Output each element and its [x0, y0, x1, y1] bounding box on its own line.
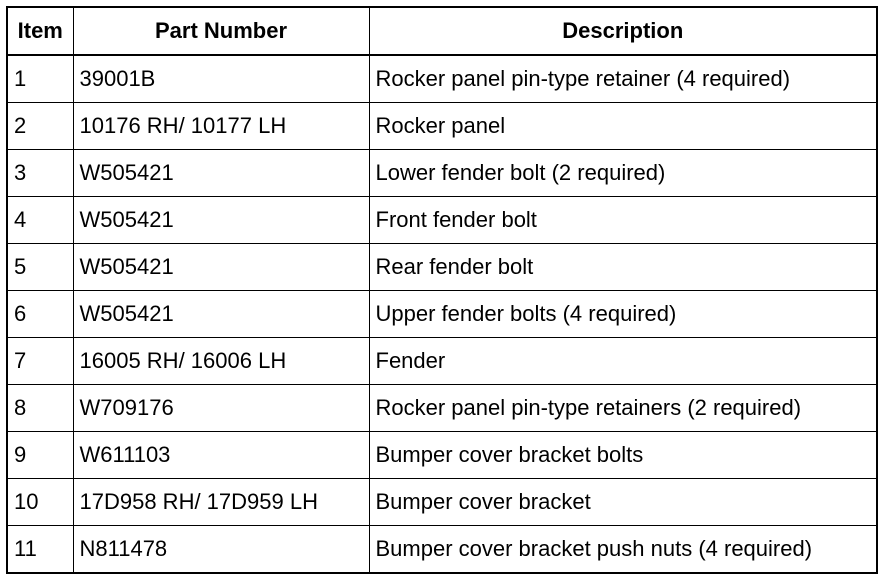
- cell-item: 2: [7, 103, 73, 150]
- table-row: [7, 244, 877, 291]
- cell-part-number: W505421: [73, 244, 369, 291]
- table-row: [7, 291, 877, 338]
- table-row: [7, 103, 877, 150]
- cell-description: Bumper cover bracket bolts: [369, 432, 877, 479]
- cell-description: Rocker panel pin-type retainer (4 required): [369, 55, 877, 103]
- cell-part-number: 39001B: [73, 55, 369, 103]
- cell-item: 4: [7, 197, 73, 244]
- header-item: Item: [7, 7, 73, 55]
- cell-item: 1: [7, 55, 73, 103]
- parts-table-header: [7, 7, 877, 55]
- table-row: [7, 526, 877, 574]
- cell-item: 6: [7, 291, 73, 338]
- cell-part-number: W709176: [73, 385, 369, 432]
- cell-description: Rocker panel: [369, 103, 877, 150]
- table-row: [7, 55, 877, 103]
- table-row: [7, 197, 877, 244]
- header-part-number: Part Number: [73, 7, 369, 55]
- cell-part-number: N811478: [73, 526, 369, 574]
- cell-item: 3: [7, 150, 73, 197]
- cell-part-number: W505421: [73, 150, 369, 197]
- cell-item: 10: [7, 479, 73, 526]
- header-description: Description: [369, 7, 877, 55]
- header-row: [7, 7, 877, 55]
- cell-description: Bumper cover bracket: [369, 479, 877, 526]
- cell-part-number: 16005 RH/ 16006 LH: [73, 338, 369, 385]
- cell-description: Rear fender bolt: [369, 244, 877, 291]
- cell-description: Lower fender bolt (2 required): [369, 150, 877, 197]
- cell-part-number: W505421: [73, 291, 369, 338]
- table-row: [7, 150, 877, 197]
- cell-description: Front fender bolt: [369, 197, 877, 244]
- cell-description: Fender: [369, 338, 877, 385]
- cell-item: 8: [7, 385, 73, 432]
- table-row: [7, 338, 877, 385]
- cell-part-number: 10176 RH/ 10177 LH: [73, 103, 369, 150]
- table-row: [7, 385, 877, 432]
- cell-part-number: 17D958 RH/ 17D959 LH: [73, 479, 369, 526]
- cell-item: 7: [7, 338, 73, 385]
- parts-table-body: [7, 55, 877, 573]
- cell-description: Bumper cover bracket push nuts (4 required): [369, 526, 877, 574]
- cell-part-number: W611103: [73, 432, 369, 479]
- parts-table: [6, 6, 878, 574]
- table-row: [7, 479, 877, 526]
- cell-item: 11: [7, 526, 73, 574]
- cell-part-number: W505421: [73, 197, 369, 244]
- cell-item: 5: [7, 244, 73, 291]
- table-row: [7, 432, 877, 479]
- cell-item: 9: [7, 432, 73, 479]
- cell-description: Rocker panel pin-type retainers (2 required): [369, 385, 877, 432]
- cell-description: Upper fender bolts (4 required): [369, 291, 877, 338]
